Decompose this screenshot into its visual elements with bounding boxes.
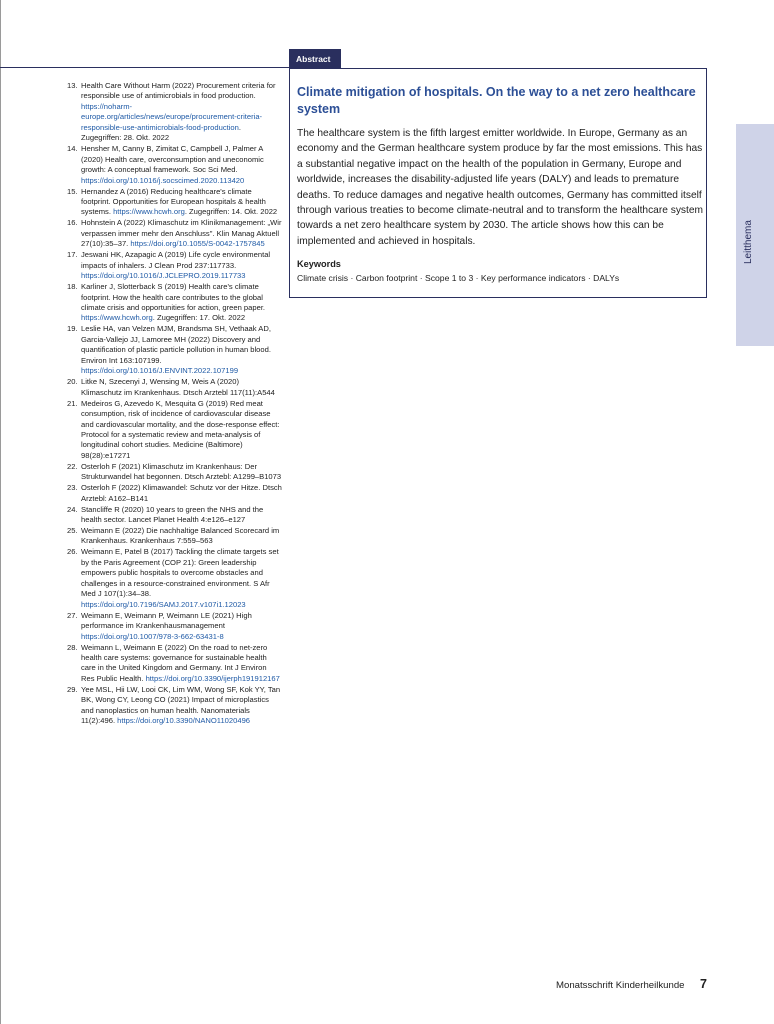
- reference-item: [67, 250, 282, 281]
- reference-item: [67, 462, 282, 483]
- reference-text: Jeswani HK, Azapagic A (2019) Life cycle environmental impacts of inhalers. J Clean Prod 237:117733.: [81, 250, 271, 270]
- reference-number: 15.: [67, 186, 78, 196]
- reference-number: 24.: [67, 504, 78, 514]
- reference-number: 28.: [67, 642, 78, 652]
- reference-item: [67, 526, 282, 547]
- reference-number: 20.: [67, 377, 78, 387]
- reference-item: [67, 611, 282, 642]
- reference-item: [67, 282, 282, 324]
- section-side-tab: [736, 124, 774, 346]
- reference-item: [67, 505, 282, 526]
- reference-text: Litke N, Szecenyi J, Wensing M, Weis A (2020) Klimaschutz im Krankenhaus. Dtsch Arztebl 117(11):A544: [81, 377, 275, 397]
- reference-text: Medeiros G, Azevedo K, Mesquita G (2019) Red meat consumption, risk of incidence of cardiovascular disease and cardiovascular mortality, and the dose-response effect: Protocol for a systematic review and meta-analysis of longitudinal cohort studies. Medicine (Baltimore) 98(28):e17271: [81, 398, 280, 460]
- reference-text: Weimann L, Weimann E (2022) On the road to net-zero health care systems: governance for sustainable health care in the United Kingdom and Germany. Int J Environ Res Public Health.: [81, 642, 268, 683]
- reference-item: [67, 144, 282, 186]
- reference-link[interactable]: https://doi.org/10.1055/S-0042-1757845: [130, 239, 265, 249]
- reference-item: [67, 685, 282, 727]
- reference-number: 16.: [67, 218, 78, 228]
- reference-text: Osterloh F (2022) Klimawandel: Schutz vor der Hitze. Dtsch Arztebl: A162–B141: [81, 483, 282, 503]
- reference-link[interactable]: https://doi.org/10.3390/ijerph191912167: [145, 673, 280, 683]
- reference-text: Weimann E, Weimann P, Weimann LE (2021) High performance im Krankenhausmanagement: [81, 610, 252, 631]
- reference-text: Osterloh F (2021) Klimaschutz im Krankenhaus: Der Strukturwandel hat begonnen. Dtsch Arztebl: A1299–B1073: [81, 461, 282, 482]
- reference-number: 26.: [67, 547, 78, 557]
- reference-item: [67, 483, 282, 504]
- reference-item: [67, 399, 282, 462]
- reference-text: Hohnstein A (2022) Klimaschutz im Klinikmanagement: „Wir verpassen immer mehr den Anschluss". Klin Manag Aktuell 27(10):35–37.: [81, 218, 282, 249]
- reference-list: [67, 81, 282, 727]
- reference-tail: . Zugegriffen: 17. Okt. 2022: [152, 313, 246, 323]
- footer-page-number: 7: [700, 977, 707, 991]
- reference-text: Stancliffe R (2020) 10 years to green the NHS and the health sector. Lancet Planet Health 4:e126–e127: [81, 504, 264, 525]
- reference-number: 18.: [67, 282, 78, 292]
- reference-item: [67, 324, 282, 376]
- page-left-rule: [0, 0, 1, 1024]
- reference-number: 14.: [67, 144, 78, 154]
- reference-link[interactable]: https://doi.org/10.1016/J.JCLEPRO.2019.117733: [81, 271, 246, 281]
- reference-text: Hernandez A (2016) Reducing healthcare's climate footprint. Opportunities for European hospitals & health systems.: [81, 186, 266, 217]
- reference-tail: . Zugegriffen: 28. Okt. 2022: [81, 122, 241, 143]
- reference-number: 25.: [67, 526, 78, 536]
- reference-text: Yee MSL, Hii LW, Looi CK, Lim WM, Wong SF, Kok YY, Tan BK, Wong CY, Leong CO (2021) Impact of microplastics and nanoplastics on human health. Nanomaterials 11(2):496.: [81, 684, 281, 726]
- reference-number: 17.: [67, 250, 78, 260]
- footer-journal-name: Monatsschrift Kinderheilkunde: [556, 980, 685, 991]
- reference-link[interactable]: https://doi.org/10.1007/978-3-662-63431-8: [81, 631, 224, 641]
- reference-link[interactable]: https://doi.org/10.7196/SAMJ.2017.v107i1.12023: [81, 599, 246, 609]
- reference-item: [67, 218, 282, 249]
- reference-text: Health Care Without Harm (2022) Procurement criteria for responsible use of antimicrobials in food production.: [81, 81, 276, 101]
- reference-link[interactable]: https://doi.org/10.3390/NANO11020496: [117, 716, 251, 726]
- reference-text: Karliner J, Slotterback S (2019) Health care's climate footprint. How the health care contributes to the global climate crisis and opportunities for action, green paper.: [81, 282, 266, 313]
- reference-item: [67, 643, 282, 685]
- reference-number: 13.: [67, 81, 78, 90]
- reference-number: 23.: [67, 483, 78, 493]
- references-top-rule: [0, 67, 289, 68]
- reference-text: Weimann E, Patel B (2017) Tackling the climate targets set by the Paris Agreement (COP 21): Green leadership empowers public hospitals to overcome obstacles and challenges in a resource-constrained environment. S Afr Med J 107(1):34–38.: [81, 547, 279, 599]
- reference-item: [67, 81, 282, 144]
- reference-number: 22.: [67, 461, 78, 471]
- reference-link[interactable]: https://doi.org/10.1016/J.ENVINT.2022.107199: [81, 366, 239, 376]
- abstract-body: The healthcare system is the fifth largest emitter worldwide. In Europe, Germany as an economy and the German healthcare system produce by far the most emissions. This has a substantial negative impact on the health of the population in Germany, Europe and worldwide, increases the disability-adjusted life years (DALY) and leads to premature deaths. To reduce damages and negative health outcomes, Germany has committed itself through various treaties to become climate-neutral and to transform the healthcare system towards a net zero healthcare system by 2030. The article shows how this can be implemented and achieved in hospitals.: [297, 128, 704, 247]
- reference-tail: . Zugegriffen: 14. Okt. 2022: [184, 207, 278, 217]
- keywords-heading: Keywords: [297, 259, 341, 269]
- reference-text: Weimann E (2022) Die nachhaltige Balanced Scorecard im Krankenhaus. Krankenhaus 7:559–563: [81, 526, 280, 546]
- reference-number: 19.: [67, 324, 78, 334]
- keywords-list: Climate crisis · Carbon footprint · Scope 1 to 3 · Key performance indicators · DALYs: [297, 273, 620, 283]
- reference-link[interactable]: https://doi.org/10.1016/j.socscimed.2020.113420: [81, 175, 245, 185]
- reference-number: 21.: [67, 398, 78, 408]
- abstract-title: Climate mitigation of hospitals. On the way to a net zero healthcare system: [297, 85, 696, 116]
- reference-item: [67, 377, 282, 398]
- reference-link[interactable]: https://noharm-europe.org/articles/news/europe/procurement-criteria-responsible-use-antimicrobials-food-production: [81, 101, 263, 132]
- reference-link[interactable]: https://www.hcwh.org: [113, 207, 185, 217]
- reference-text: Leslie HA, van Velzen MJM, Brandsma SH, Vethaak AD, Garcia-Vallejo JJ, Lamoree MH (2022) Discovery and quantification of plastic particle pollution in human blood. Environ Int 163:107199.: [81, 324, 271, 365]
- abstract-tab: Abstract: [289, 49, 341, 69]
- section-side-label: Leitthema: [743, 220, 754, 264]
- reference-item: [67, 187, 282, 218]
- reference-item: [67, 547, 282, 610]
- reference-text: Hensher M, Canny B, Zimitat C, Campbell J, Palmer A (2020) Health care, overconsumption and uneconomic growth: A conceptual framework. Soc Sci Med.: [81, 144, 264, 175]
- reference-number: 29.: [67, 684, 78, 694]
- reference-number: 27.: [67, 610, 78, 620]
- reference-link[interactable]: https://www.hcwh.org: [81, 313, 153, 323]
